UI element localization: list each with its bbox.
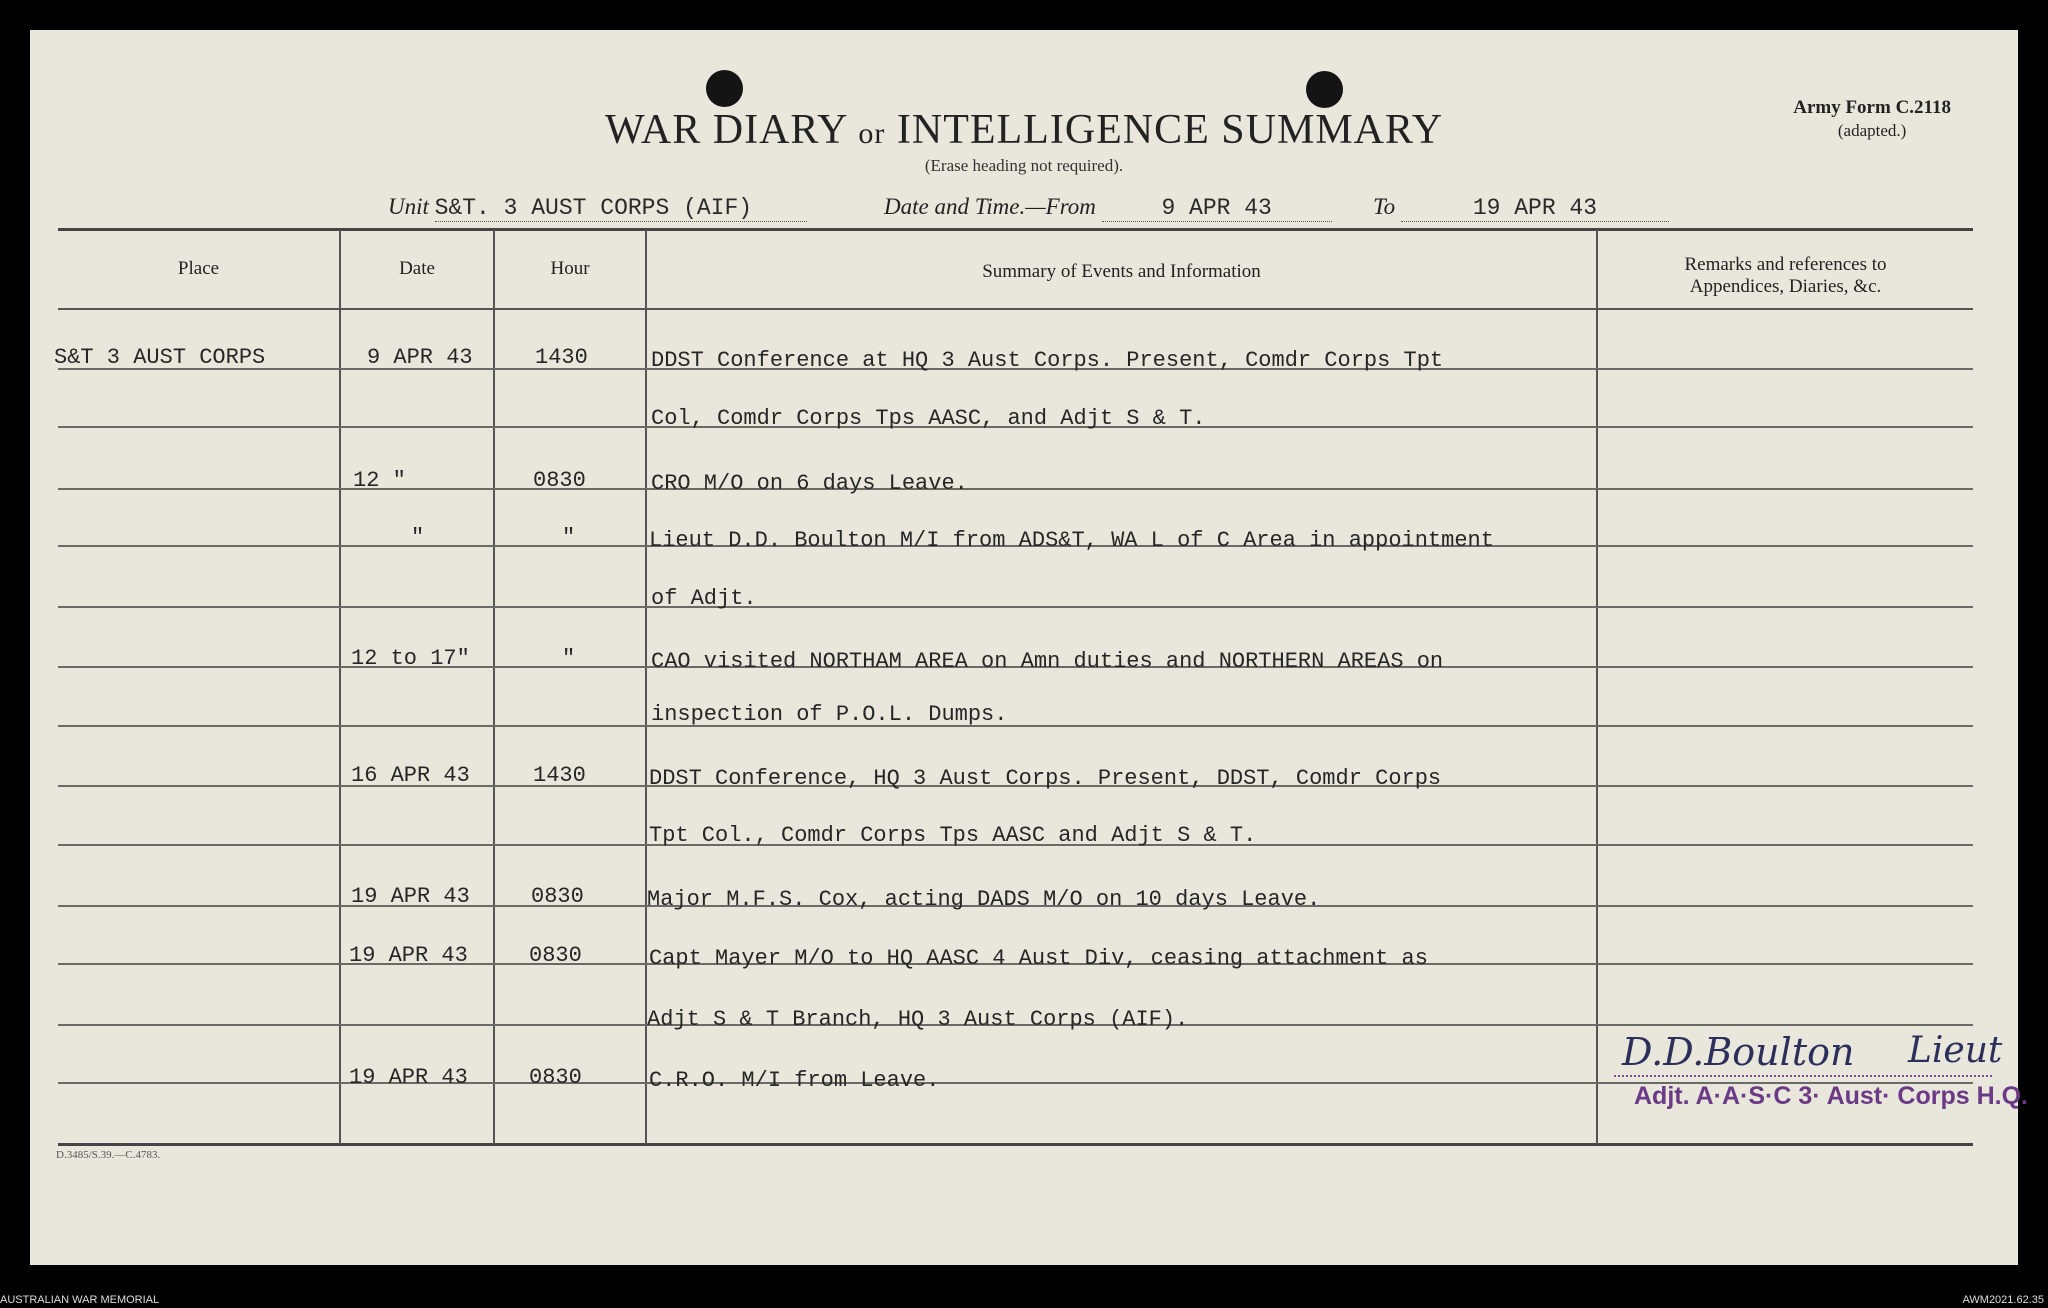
signature-dotted-line — [1614, 1075, 1992, 1077]
print-code: D.3485/S.39.—C.4783. — [56, 1149, 161, 1161]
date-to-field — [1373, 194, 1669, 222]
summary-cell: Adjt S & T Branch, HQ 3 Aust Corps (AIF). — [647, 1007, 1189, 1032]
title-war-diary: WAR DIARY — [604, 107, 847, 153]
column-header-remarks — [1598, 254, 1973, 298]
table-top-rule — [58, 228, 1973, 231]
summary-cell: Major M.F.S. Cox, acting DADS M/O on 10 days Leave. — [647, 887, 1321, 912]
table-bottom-rule — [58, 1143, 1973, 1146]
place-cell: S&T 3 AUST CORPS — [54, 345, 266, 370]
row-rule — [58, 488, 1973, 490]
army-form-adapted: (adapted.) — [1837, 121, 1907, 140]
army-form-id — [1793, 96, 1951, 142]
summary-cell: DDST Conference, HQ 3 Aust Corps. Present, DDST, Comdr Corps — [649, 766, 1442, 791]
punch-hole-left — [706, 70, 743, 107]
header-bottom-rule — [58, 308, 1973, 310]
adjutant-stamp: Adjt. A·A·S·C 3· Aust· Corps H.Q. — [1634, 1082, 2028, 1110]
hour-cell: 1430 — [535, 345, 588, 370]
hour-cell: " — [562, 646, 576, 671]
remarks-header-line-2: Appendices, Diaries, &c. — [1689, 276, 1882, 297]
hour-cell: 0830 — [529, 943, 582, 968]
hour-cell: 0830 — [531, 884, 584, 909]
row-rule — [58, 725, 1973, 727]
summary-cell: DDST Conference at HQ 3 Aust Corps. Present, Comdr Corps Tpt — [651, 348, 1444, 373]
date-cell: " — [411, 525, 425, 550]
punch-hole-right — [1306, 71, 1343, 108]
date-cell: 12 to 17" — [351, 646, 470, 671]
hour-cell: " — [562, 525, 576, 550]
to-label: To — [1373, 194, 1396, 219]
hour-cell: 0830 — [529, 1065, 582, 1090]
summary-cell: C.R.O. M/I from Leave. — [649, 1068, 940, 1093]
signature-name: D.D.Boulton — [1622, 1030, 1855, 1074]
from-value: 9 APR 43 — [1161, 195, 1272, 221]
title-intelligence-summary: INTELLIGENCE SUMMARY — [896, 107, 1444, 153]
form-title — [0, 106, 2048, 154]
army-form-number: Army Form C.2118 — [1793, 97, 1951, 118]
summary-cell: CRO M/O on 6 days Leave. — [651, 471, 968, 496]
signature-rank: Lieut — [1908, 1030, 2003, 1071]
to-value: 19 APR 43 — [1472, 195, 1598, 221]
date-cell: 19 APR 43 — [351, 884, 470, 909]
hour-cell: 1430 — [533, 763, 586, 788]
erase-note: (Erase heading not required). — [924, 156, 1124, 175]
column-header-summary: Summary of Events and Information — [982, 261, 1261, 282]
summary-cell: Tpt Col., Comdr Corps Tps AASC and Adjt S & T. — [649, 823, 1257, 848]
summary-cell: Col, Comdr Corps Tps AASC, and Adjt S & T. — [651, 406, 1206, 431]
date-from-field — [884, 194, 1332, 222]
summary-cell: of Adjt. — [651, 586, 757, 611]
unit-label: Unit — [388, 194, 429, 219]
date-cell: 19 APR 43 — [349, 1065, 468, 1090]
unit-field — [388, 194, 807, 222]
date-cell: 16 APR 43 — [351, 763, 470, 788]
column-header-date: Date — [399, 258, 435, 279]
archive-reference: AWM2021.62.35 — [1962, 1294, 2044, 1306]
title-or: or — [858, 117, 886, 150]
summary-cell: inspection of P.O.L. Dumps. — [651, 702, 1008, 727]
summary-cell: CAO visited NORTHAM AREA on Amn duties and NORTHERN AREAS on — [651, 649, 1444, 674]
column-header-hour: Hour — [550, 258, 590, 279]
summary-cell: Lieut D.D. Boulton M/I from ADS&T, WA L of C Area in appointment — [649, 528, 1494, 553]
remarks-header-line-1: Remarks and references to — [1684, 254, 1887, 275]
date-cell: 12 " — [353, 468, 406, 493]
hour-cell: 0830 — [533, 468, 586, 493]
date-cell: 19 APR 43 — [349, 943, 468, 968]
date-cell: 9 APR 43 — [367, 345, 473, 370]
archive-credit: AUSTRALIAN WAR MEMORIAL — [0, 1294, 160, 1306]
row-rule — [58, 606, 1973, 608]
column-header-place: Place — [177, 258, 220, 279]
unit-value: S&T. 3 AUST CORPS (AIF) — [434, 195, 753, 221]
summary-cell: Capt Mayer M/O to HQ AASC 4 Aust Div, ceasing attachment as — [649, 946, 1428, 971]
date-label: Date and Time.—From — [884, 194, 1096, 219]
